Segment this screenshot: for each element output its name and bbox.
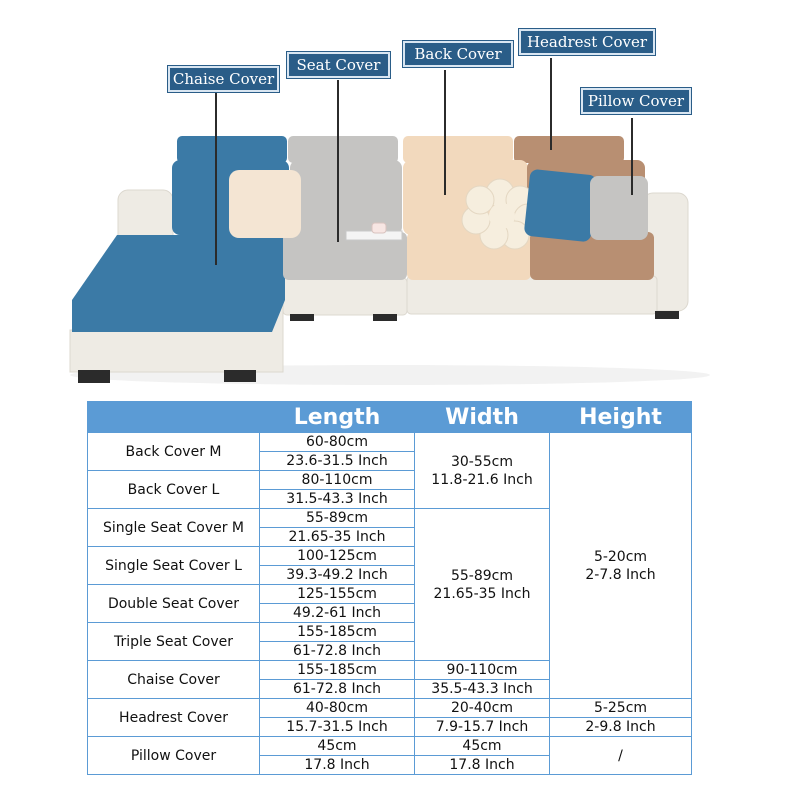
cell-length-cm: 155-185cm: [260, 623, 415, 642]
seat-width-in: 21.65-35 Inch: [433, 585, 531, 602]
sofa-leg: [290, 314, 314, 321]
cell-length-cm: 40-80cm: [260, 699, 415, 718]
header-width: Width: [415, 402, 550, 433]
table-row: [88, 737, 692, 756]
headrest-cream: [403, 136, 513, 163]
cell-length-in: 49.2-61 Inch: [260, 604, 415, 623]
sofa-leg: [78, 370, 110, 383]
cell-length-in: 23.6-31.5 Inch: [260, 452, 415, 471]
callout-headrest-cover: Headrest Cover: [519, 29, 655, 55]
row-name-back-cover-l: Back Cover L: [88, 471, 260, 509]
callout-chaise-cover: Chaise Cover: [168, 66, 279, 92]
sofa-illustration: [0, 0, 800, 395]
callout-seat-cover: Seat Cover: [287, 52, 390, 78]
table-header-row: [88, 402, 692, 433]
cell-length-cm: 60-80cm: [260, 433, 415, 452]
cell-width-in: 7.9-15.7 Inch: [415, 718, 550, 737]
row-name-back-cover-m: Back Cover M: [88, 433, 260, 471]
cell-back-width: [415, 433, 550, 509]
header-height: Height: [550, 402, 692, 433]
cell-height-cm: 5-25cm: [550, 699, 692, 718]
cup: [372, 223, 386, 233]
cell-length-in: 31.5-43.3 Inch: [260, 490, 415, 509]
cell-height-in: 2-9.8 Inch: [550, 718, 692, 737]
row-name-single-seat-cover-m: Single Seat Cover M: [88, 509, 260, 547]
cell-length-in: 61-72.8 Inch: [260, 680, 415, 699]
sofa-leg: [655, 311, 679, 319]
sofa-leg: [224, 370, 256, 382]
row-name-chaise-cover: Chaise Cover: [88, 661, 260, 699]
callout-back-cover: Back Cover: [403, 41, 513, 67]
sofa-leg: [373, 314, 397, 321]
cell-width-cm: 45cm: [415, 737, 550, 756]
header-blank: [88, 402, 260, 433]
cell-width-in: 35.5-43.3 Inch: [415, 680, 550, 699]
back-width-in: 11.8-21.6 Inch: [431, 471, 533, 488]
size-chart-table: [87, 401, 692, 775]
cell-length-cm: 125-155cm: [260, 585, 415, 604]
cell-width-cm: 90-110cm: [415, 661, 550, 680]
pillow-blue: [524, 169, 598, 243]
cell-length-cm: 80-110cm: [260, 471, 415, 490]
row-name-single-seat-cover-l: Single Seat Cover L: [88, 547, 260, 585]
cell-length-cm: 155-185cm: [260, 661, 415, 680]
right-sofa-base: [407, 276, 657, 314]
cell-length-cm: 100-125cm: [260, 547, 415, 566]
headrest-blue: [177, 136, 287, 163]
header-length: Length: [260, 402, 415, 433]
cell-length-cm: 55-89cm: [260, 509, 415, 528]
main-height-in: 2-7.8 Inch: [585, 566, 656, 583]
cell-length-in: 21.65-35 Inch: [260, 528, 415, 547]
cell-length-cm: 45cm: [260, 737, 415, 756]
cell-seat-width: [415, 509, 550, 661]
cell-length-in: 61-72.8 Inch: [260, 642, 415, 661]
cell-length-in: 15.7-31.5 Inch: [260, 718, 415, 737]
main-height-cm: 5-20cm: [593, 548, 648, 565]
row-name-pillow-cover: Pillow Cover: [88, 737, 260, 775]
back-width-cm: 30-55cm: [450, 453, 513, 470]
middle-sofa-base: [283, 278, 407, 315]
cell-main-height: [550, 433, 692, 699]
cell-width-in: 17.8 Inch: [415, 756, 550, 775]
pillow-grey: [590, 176, 648, 240]
headrest-tan: [514, 136, 624, 163]
row-name-headrest-cover: Headrest Cover: [88, 699, 260, 737]
table-row: [88, 433, 692, 452]
row-name-triple-seat-cover: Triple Seat Cover: [88, 623, 260, 661]
pillow-cream: [229, 170, 301, 238]
cell-length-in: 39.3-49.2 Inch: [260, 566, 415, 585]
callout-pillow-cover: Pillow Cover: [581, 88, 691, 114]
cell-length-in: 17.8 Inch: [260, 756, 415, 775]
chaise-cushion: [72, 235, 285, 332]
cell-height-none: /: [550, 737, 692, 775]
row-name-double-seat-cover: Double Seat Cover: [88, 585, 260, 623]
cell-width-cm: 20-40cm: [415, 699, 550, 718]
table-row: [88, 699, 692, 718]
headrest-grey: [288, 136, 398, 163]
seat-width-cm: 55-89cm: [450, 567, 513, 584]
